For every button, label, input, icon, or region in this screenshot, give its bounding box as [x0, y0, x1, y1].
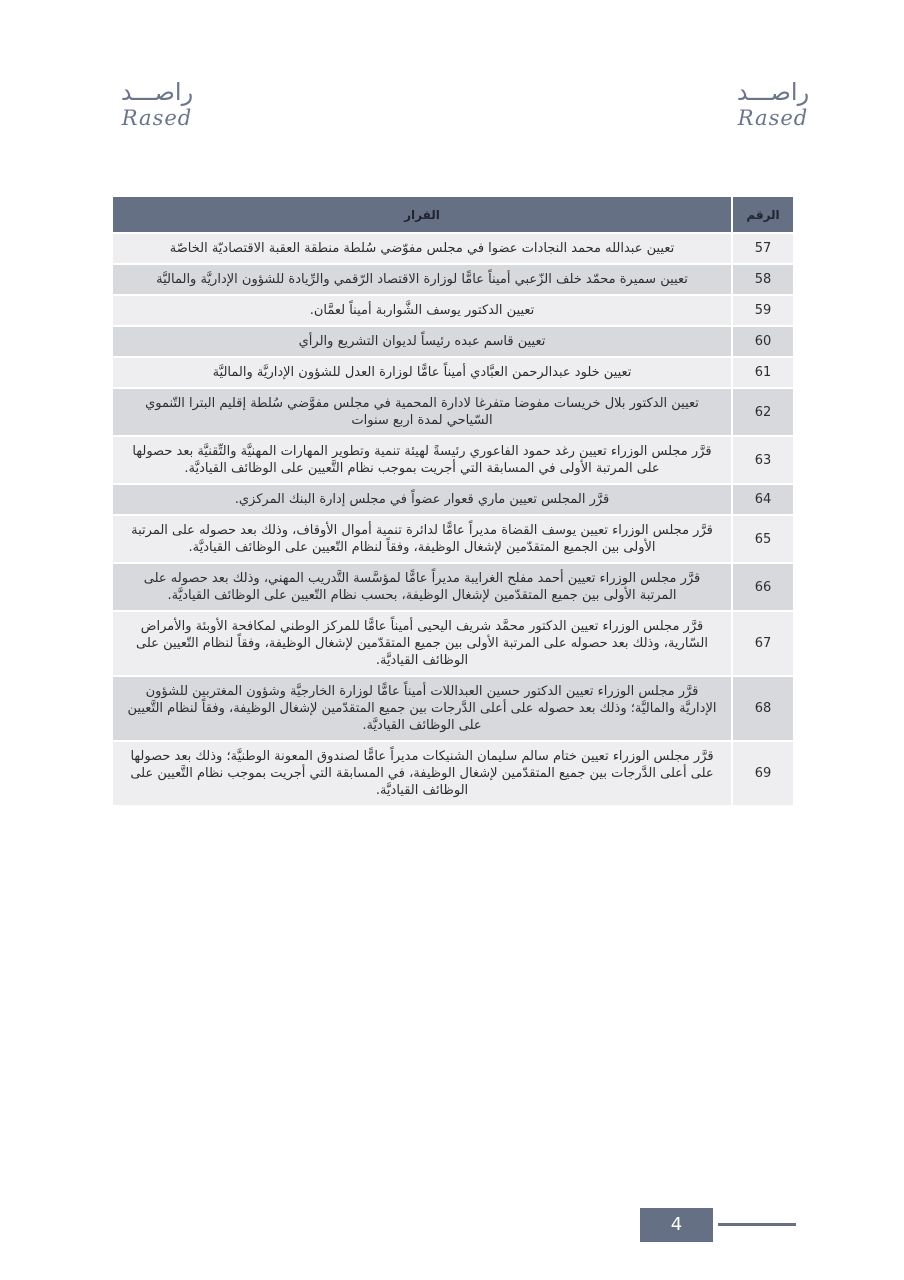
- decision-number: 67: [732, 611, 794, 676]
- decision-text: تعيين قاسم عبده رئيساً لديوان التشريع والرأي: [112, 326, 732, 357]
- table-row: [112, 326, 794, 357]
- decision-number: 57: [732, 233, 794, 264]
- decision-number: 59: [732, 295, 794, 326]
- table-row: [112, 515, 794, 563]
- table-body: [112, 233, 794, 806]
- decision-text: قرَّر مجلس الوزراء تعيين رغد حمود الفاعوري رئيسةً لهيئة تنمية وتطوير المهارات المهنيَّة والتِّقنيَّة بعد حصولها على المرتبة الأولى في المسابقة التي أجريت بموجب نظام التَّعيين على الوظائف القياديَّة.: [112, 436, 732, 484]
- decision-number: 62: [732, 388, 794, 436]
- table-row: [112, 484, 794, 515]
- header-decision: القرار: [112, 196, 732, 233]
- footer-divider: [718, 1223, 796, 1226]
- decision-number: 68: [732, 676, 794, 741]
- logo-english-text: Rased: [737, 106, 809, 130]
- decision-text: قرَّر مجلس الوزراء تعيين الدكتور محمَّد شريف اليحيى أميناً عامًّا للمركز الوطني لمكافحة الأوبئة والأمراض السّارية، وذلك بعد حصوله على المرتبة الأولى بين جميع المتقدّمين لإشغال الوظيفة، وفقاً لنظام التّعيين على الوظائف القياديَّة.: [112, 611, 732, 676]
- header-number: الرقم: [732, 196, 794, 233]
- table-row: [112, 295, 794, 326]
- table-row: [112, 436, 794, 484]
- decision-text: تعيين خلود عبدالرحمن العبَّادي أميناً عامًّا لوزارة العدل للشؤون الإداريَّة والماليَّة: [112, 357, 732, 388]
- decision-text: تعيين الدكتور يوسف الشَّواربة أميناً لعمَّان.: [112, 295, 732, 326]
- decision-text: تعيين الدكتور بلال خريسات مفوضا متفرغا لادارة المحمية في مجلس مفوَّضي سُلطة إقليم البترا التّنموي السّياحي لمدة اربع سنوات: [112, 388, 732, 436]
- decision-text: تعيين عبدالله محمد النجادات عضوا في مجلس مفوّضي سُلطة منطقة العقبة الاقتصاديّة الخاصّة: [112, 233, 732, 264]
- decision-text: قرَّر المجلس تعيين ماري قعوار عضواً في مجلس إدارة البنك المركزي.: [112, 484, 732, 515]
- decision-text: قرَّر مجلس الوزراء تعيين يوسف القضاة مديراً عامًّا لدائرة تنمية أموال الأوقاف، وذلك بعد حصوله على المرتبة الأولى بين الجميع المتقدّمين لإشغال الوظيفة، وفقاً لنظام التّعيين على الوظائف القياديَّة.: [112, 515, 732, 563]
- table-row: [112, 676, 794, 741]
- page-number: 4: [640, 1208, 713, 1242]
- decision-number: 69: [732, 741, 794, 806]
- decision-number: 66: [732, 563, 794, 611]
- logo-english-text: Rased: [121, 106, 193, 130]
- decision-text: تعيين سميرة محمّد خلف الزّعبي أميناً عامًّا لوزارة الاقتصاد الرّقمي والرِّيادة للشؤون الإداريَّة والماليَّة: [112, 264, 732, 295]
- table-row: [112, 563, 794, 611]
- table-row: [112, 388, 794, 436]
- decision-text: قرَّر مجلس الوزراء تعيين ختام سالم سليمان الشنيكات مديراً عامًّا لصندوق المعونة الوطنيَّة؛ وذلك بعد حصولها على أعلى الدَّرجات بين جميع المتقدّمين لإشغال الوظيفة، في المسابقة التي أجريت بموجب نظام التَّعيين على الوظائف القياديَّة.: [112, 741, 732, 806]
- table-row: [112, 264, 794, 295]
- table-row: [112, 357, 794, 388]
- decision-text: قرَّر مجلس الوزراء تعيين أحمد مفلح الغرايبة مديراً عامًّا لمؤسَّسة التَّدريب المهني، وذلك بعد حصوله على المرتبة الأولى بين جميع المتقدّمين لإشغال الوظيفة، بحسب نظام التّعيين على الوظائف القياديَّة.: [112, 563, 732, 611]
- decisions-table: [111, 195, 795, 807]
- table-row: [112, 741, 794, 806]
- decision-number: 58: [732, 264, 794, 295]
- decision-text: قرَّر مجلس الوزراء تعيين الدكتور حسين العبداللات أميناً عامًّا لوزارة الخارجيَّة وشؤون المغتربين للشؤون الإداريَّة والماليَّة؛ وذلك بعد حصوله على أعلى الدَّرجات بين جميع المتقدّمين لإشغال الوظيفة، وفقاً لنظام التَّعيين على الوظائف القياديَّة.: [112, 676, 732, 741]
- logo-left: [102, 78, 212, 130]
- table-header-row: [112, 196, 794, 233]
- decision-number: 61: [732, 357, 794, 388]
- decision-number: 60: [732, 326, 794, 357]
- logo-right: [718, 78, 828, 130]
- decision-number: 65: [732, 515, 794, 563]
- table-row: [112, 233, 794, 264]
- decision-number: 64: [732, 484, 794, 515]
- logo-arabic-text: راصـــد: [736, 78, 810, 106]
- logo-arabic-text: راصـــد: [120, 78, 194, 106]
- decision-number: 63: [732, 436, 794, 484]
- table-row: [112, 611, 794, 676]
